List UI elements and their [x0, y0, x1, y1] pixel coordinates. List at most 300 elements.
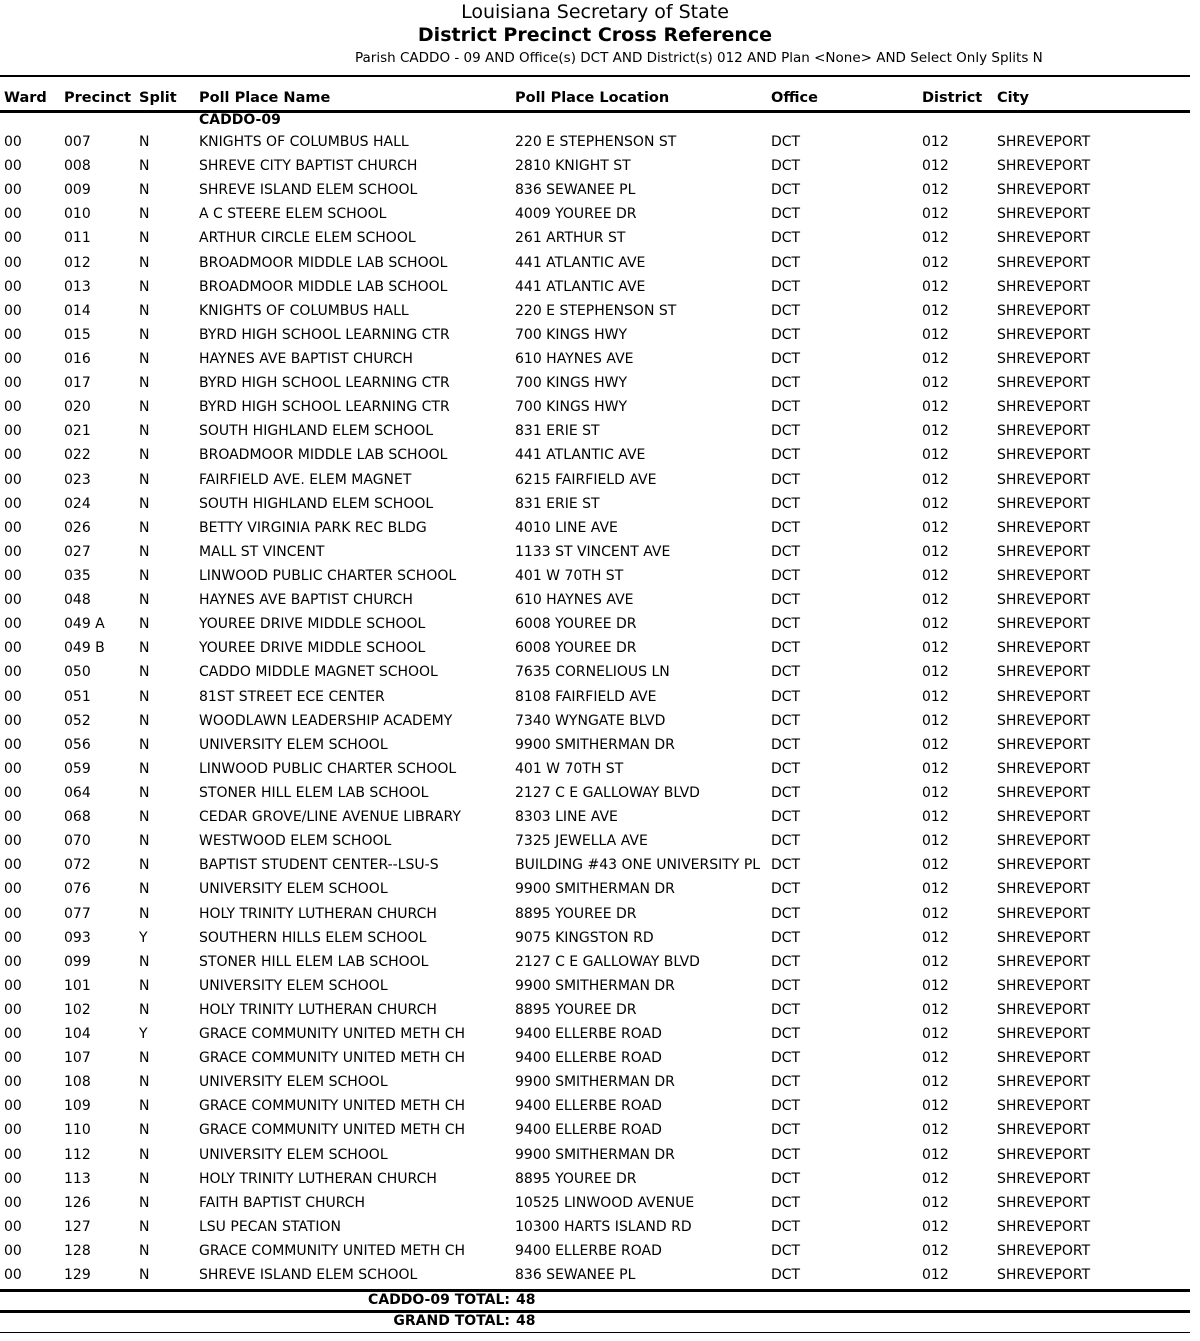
- cell-poll-place-name: HOLY TRINITY LUTHERAN CHURCH: [199, 905, 437, 922]
- cell-precinct: 048: [64, 592, 91, 609]
- report-title: District Precinct Cross Reference: [417, 24, 773, 46]
- cell-precinct: 027: [64, 543, 91, 560]
- cell-split: N: [139, 495, 150, 512]
- table-row: [0, 204, 1190, 228]
- table-row: [0, 855, 1190, 879]
- cell-office: DCT: [771, 1098, 801, 1115]
- cell-poll-place-location: 4010 LINE AVE: [515, 519, 618, 536]
- cell-ward: 00: [4, 1170, 22, 1187]
- cell-poll-place-name: STONER HILL ELEM LAB SCHOOL: [199, 784, 429, 801]
- cell-precinct: 049 B: [64, 640, 105, 657]
- cell-ward: 00: [4, 1122, 22, 1139]
- cell-split: N: [139, 471, 150, 488]
- cell-city: SHREVEPORT: [997, 254, 1091, 271]
- cell-precinct: 072: [64, 857, 91, 874]
- report-criteria: Parish CADDO - 09 AND Office(s) DCT AND District(s) 012 AND Plan <None> AND Select Only Splits N: [355, 50, 1043, 66]
- cell-city: SHREVEPORT: [997, 495, 1091, 512]
- cell-poll-place-name: A C STEERE ELEM SCHOOL: [199, 206, 387, 223]
- cell-precinct: 112: [64, 1146, 91, 1163]
- cell-precinct: 014: [64, 302, 91, 319]
- cell-poll-place-location: 9075 KINGSTON RD: [515, 929, 654, 946]
- cell-city: SHREVEPORT: [997, 929, 1091, 946]
- cell-district: 012: [922, 375, 949, 392]
- cell-ward: 00: [4, 953, 22, 970]
- cell-district: 012: [922, 543, 949, 560]
- cell-office: DCT: [771, 1122, 801, 1139]
- cell-poll-place-name: LINWOOD PUBLIC CHARTER SCHOOL: [199, 567, 457, 584]
- cell-office: DCT: [771, 495, 801, 512]
- cell-split: N: [139, 1146, 150, 1163]
- cell-office: DCT: [771, 736, 801, 753]
- cell-precinct: 107: [64, 1050, 91, 1067]
- cell-poll-place-location: 2127 C E GALLOWAY BLVD: [515, 784, 700, 801]
- table-row: [0, 1169, 1190, 1193]
- cell-ward: 00: [4, 809, 22, 826]
- cell-poll-place-location: 700 KINGS HWY: [515, 326, 628, 343]
- cell-split: N: [139, 592, 150, 609]
- cell-district: 012: [922, 1243, 949, 1260]
- cell-precinct: 127: [64, 1218, 91, 1235]
- table-row: [0, 373, 1190, 397]
- cell-ward: 00: [4, 158, 22, 175]
- cell-ward: 00: [4, 302, 22, 319]
- cell-poll-place-location: 8108 FAIRFIELD AVE: [515, 688, 657, 705]
- cell-city: SHREVEPORT: [997, 1194, 1091, 1211]
- cell-poll-place-location: 836 SEWANEE PL: [515, 1267, 636, 1284]
- cell-city: SHREVEPORT: [997, 857, 1091, 874]
- cell-office: DCT: [771, 833, 801, 850]
- cell-district: 012: [922, 134, 949, 150]
- cell-split: N: [139, 1218, 150, 1235]
- table-row: [0, 397, 1190, 421]
- cell-city: SHREVEPORT: [997, 399, 1091, 416]
- cell-ward: 00: [4, 134, 22, 150]
- cell-office: DCT: [771, 423, 801, 440]
- cell-city: SHREVEPORT: [997, 230, 1091, 247]
- cell-ward: 00: [4, 1001, 22, 1018]
- cell-office: DCT: [771, 1050, 801, 1067]
- cell-split: N: [139, 254, 150, 271]
- cell-precinct: 010: [64, 206, 91, 223]
- cell-poll-place-name: WOODLAWN LEADERSHIP ACADEMY: [199, 712, 453, 729]
- cell-ward: 00: [4, 399, 22, 416]
- cell-precinct: 023: [64, 471, 91, 488]
- table-row: [0, 783, 1190, 807]
- cell-split: N: [139, 1122, 150, 1139]
- table-row: [0, 1265, 1190, 1289]
- cell-city: SHREVEPORT: [997, 1098, 1091, 1115]
- cell-poll-place-name: UNIVERSITY ELEM SCHOOL: [199, 881, 388, 898]
- table-row: [0, 638, 1190, 662]
- table-row: [0, 180, 1190, 204]
- cell-city: SHREVEPORT: [997, 278, 1091, 295]
- cell-poll-place-location: 2810 KNIGHT ST: [515, 158, 631, 175]
- cell-split: N: [139, 158, 150, 175]
- cell-office: DCT: [771, 1001, 801, 1018]
- table-row: [0, 976, 1190, 1000]
- cell-ward: 00: [4, 1267, 22, 1284]
- cell-ward: 00: [4, 1218, 22, 1235]
- cell-poll-place-name: YOUREE DRIVE MIDDLE SCHOOL: [199, 640, 426, 657]
- cell-precinct: 099: [64, 953, 91, 970]
- cell-office: DCT: [771, 784, 801, 801]
- cell-ward: 00: [4, 905, 22, 922]
- cell-ward: 00: [4, 977, 22, 994]
- table-row: [0, 518, 1190, 542]
- cell-poll-place-location: 1133 ST VINCENT AVE: [515, 543, 671, 560]
- cell-city: SHREVEPORT: [997, 833, 1091, 850]
- cell-poll-place-name: SOUTH HIGHLAND ELEM SCHOOL: [199, 423, 434, 440]
- cell-district: 012: [922, 1267, 949, 1284]
- cell-poll-place-location: 831 ERIE ST: [515, 495, 600, 512]
- cell-office: DCT: [771, 977, 801, 994]
- cell-poll-place-location: 831 ERIE ST: [515, 423, 600, 440]
- table-row: [0, 421, 1190, 445]
- cell-district: 012: [922, 1122, 949, 1139]
- cell-poll-place-name: HAYNES AVE BAPTIST CHURCH: [199, 592, 413, 609]
- cell-split: N: [139, 206, 150, 223]
- cell-poll-place-name: BAPTIST STUDENT CENTER--LSU-S: [199, 857, 439, 874]
- cell-city: SHREVEPORT: [997, 977, 1091, 994]
- cell-poll-place-name: STONER HILL ELEM LAB SCHOOL: [199, 953, 429, 970]
- cell-poll-place-name: GRACE COMMUNITY UNITED METH CH: [199, 1243, 465, 1260]
- cell-city: SHREVEPORT: [997, 1267, 1091, 1284]
- cell-poll-place-location: 7340 WYNGATE BLVD: [515, 712, 666, 729]
- cell-city: SHREVEPORT: [997, 134, 1091, 150]
- cell-ward: 00: [4, 1026, 22, 1043]
- cell-poll-place-location: 610 HAYNES AVE: [515, 350, 634, 367]
- cell-poll-place-location: 9400 ELLERBE ROAD: [515, 1122, 662, 1139]
- cell-city: SHREVEPORT: [997, 447, 1091, 464]
- cell-poll-place-name: KNIGHTS OF COLUMBUS HALL: [199, 134, 409, 150]
- cell-split: N: [139, 953, 150, 970]
- cell-office: DCT: [771, 375, 801, 392]
- cell-poll-place-name: UNIVERSITY ELEM SCHOOL: [199, 977, 388, 994]
- cell-ward: 00: [4, 929, 22, 946]
- cell-poll-place-location: 4009 YOUREE DR: [515, 206, 637, 223]
- cell-ward: 00: [4, 712, 22, 729]
- table-row: [0, 1072, 1190, 1096]
- cell-precinct: 068: [64, 809, 91, 826]
- cell-ward: 00: [4, 881, 22, 898]
- cell-district: 012: [922, 712, 949, 729]
- cell-split: N: [139, 688, 150, 705]
- cell-poll-place-name: UNIVERSITY ELEM SCHOOL: [199, 1146, 388, 1163]
- cell-split: Y: [139, 929, 148, 946]
- cell-poll-place-name: SHREVE ISLAND ELEM SCHOOL: [199, 1267, 418, 1284]
- table-row: [0, 1048, 1190, 1072]
- cell-district: 012: [922, 688, 949, 705]
- cell-precinct: 052: [64, 712, 91, 729]
- table-row: [0, 1193, 1190, 1217]
- table-row: [0, 687, 1190, 711]
- table-row: [0, 301, 1190, 325]
- cell-district: 012: [922, 399, 949, 416]
- cell-ward: 00: [4, 1050, 22, 1067]
- cell-split: N: [139, 809, 150, 826]
- cell-split: Y: [139, 1026, 148, 1043]
- cell-city: SHREVEPORT: [997, 905, 1091, 922]
- cell-city: SHREVEPORT: [997, 784, 1091, 801]
- cell-split: N: [139, 182, 150, 199]
- table-row: [0, 759, 1190, 783]
- cell-office: DCT: [771, 447, 801, 464]
- table-row: [0, 253, 1190, 277]
- cell-precinct: 035: [64, 567, 91, 584]
- cell-precinct: 051: [64, 688, 91, 705]
- cell-split: N: [139, 784, 150, 801]
- cell-poll-place-name: SHREVE ISLAND ELEM SCHOOL: [199, 182, 418, 199]
- cell-split: N: [139, 1170, 150, 1187]
- cell-split: N: [139, 664, 150, 681]
- cell-district: 012: [922, 182, 949, 199]
- cell-office: DCT: [771, 134, 801, 150]
- cell-district: 012: [922, 254, 949, 271]
- cell-precinct: 011: [64, 230, 91, 247]
- cell-poll-place-name: GRACE COMMUNITY UNITED METH CH: [199, 1122, 465, 1139]
- cell-precinct: 128: [64, 1243, 91, 1260]
- cell-district: 012: [922, 977, 949, 994]
- cell-split: N: [139, 447, 150, 464]
- table-row: [0, 542, 1190, 566]
- cell-ward: 00: [4, 471, 22, 488]
- cell-office: DCT: [771, 712, 801, 729]
- col-poll-place-name: Poll Place Name: [199, 90, 331, 106]
- cell-district: 012: [922, 760, 949, 777]
- cell-poll-place-location: 6008 YOUREE DR: [515, 616, 637, 633]
- cell-poll-place-location: 836 SEWANEE PL: [515, 182, 636, 199]
- cell-ward: 00: [4, 326, 22, 343]
- cell-district: 012: [922, 1146, 949, 1163]
- cell-split: N: [139, 230, 150, 247]
- cell-ward: 00: [4, 1074, 22, 1091]
- cell-poll-place-name: CEDAR GROVE/LINE AVENUE LIBRARY: [199, 809, 461, 826]
- cell-split: N: [139, 833, 150, 850]
- cell-ward: 00: [4, 543, 22, 560]
- cell-district: 012: [922, 423, 949, 440]
- col-split: Split: [139, 90, 177, 106]
- cell-office: DCT: [771, 543, 801, 560]
- cell-district: 012: [922, 1026, 949, 1043]
- cell-office: DCT: [771, 1170, 801, 1187]
- cell-precinct: 020: [64, 399, 91, 416]
- cell-ward: 00: [4, 423, 22, 440]
- cell-poll-place-location: 700 KINGS HWY: [515, 399, 628, 416]
- cell-poll-place-name: MALL ST VINCENT: [199, 543, 325, 560]
- cell-city: SHREVEPORT: [997, 760, 1091, 777]
- cell-office: DCT: [771, 616, 801, 633]
- cell-city: SHREVEPORT: [997, 1001, 1091, 1018]
- cell-district: 012: [922, 616, 949, 633]
- cell-city: SHREVEPORT: [997, 1243, 1091, 1260]
- cell-ward: 00: [4, 206, 22, 223]
- cell-city: SHREVEPORT: [997, 471, 1091, 488]
- table-row: [0, 614, 1190, 638]
- cell-poll-place-name: BETTY VIRGINIA PARK REC BLDG: [199, 519, 427, 536]
- cell-poll-place-name: YOUREE DRIVE MIDDLE SCHOOL: [199, 616, 426, 633]
- cell-split: N: [139, 760, 150, 777]
- cell-ward: 00: [4, 736, 22, 753]
- col-precinct: Precinct: [64, 90, 132, 106]
- cell-office: DCT: [771, 1267, 801, 1284]
- cell-city: SHREVEPORT: [997, 519, 1091, 536]
- cell-ward: 00: [4, 1243, 22, 1260]
- cell-precinct: 015: [64, 326, 91, 343]
- cell-poll-place-location: 6008 YOUREE DR: [515, 640, 637, 657]
- col-ward: Ward: [4, 90, 47, 106]
- cell-poll-place-location: 9400 ELLERBE ROAD: [515, 1098, 662, 1115]
- cell-city: SHREVEPORT: [997, 640, 1091, 657]
- cell-poll-place-name: LINWOOD PUBLIC CHARTER SCHOOL: [199, 760, 457, 777]
- cell-office: DCT: [771, 206, 801, 223]
- cell-district: 012: [922, 1218, 949, 1235]
- bottom-rule: [0, 1332, 1190, 1333]
- cell-split: N: [139, 1050, 150, 1067]
- cell-district: 012: [922, 447, 949, 464]
- cell-poll-place-location: 9900 SMITHERMAN DR: [515, 881, 675, 898]
- cell-city: SHREVEPORT: [997, 712, 1091, 729]
- cell-split: N: [139, 1267, 150, 1284]
- cell-district: 012: [922, 350, 949, 367]
- cell-city: SHREVEPORT: [997, 688, 1091, 705]
- cell-poll-place-name: BROADMOOR MIDDLE LAB SCHOOL: [199, 254, 448, 271]
- cell-poll-place-name: UNIVERSITY ELEM SCHOOL: [199, 1074, 388, 1091]
- cell-office: DCT: [771, 1194, 801, 1211]
- cell-office: DCT: [771, 664, 801, 681]
- cell-precinct: 129: [64, 1267, 91, 1284]
- cell-poll-place-location: 9900 SMITHERMAN DR: [515, 1146, 675, 1163]
- cell-district: 012: [922, 495, 949, 512]
- cell-poll-place-location: 9900 SMITHERMAN DR: [515, 977, 675, 994]
- cell-district: 012: [922, 1050, 949, 1067]
- cell-precinct: 008: [64, 158, 91, 175]
- cell-split: N: [139, 567, 150, 584]
- cell-poll-place-name: BYRD HIGH SCHOOL LEARNING CTR: [199, 399, 450, 416]
- cell-office: DCT: [771, 905, 801, 922]
- cell-poll-place-name: BYRD HIGH SCHOOL LEARNING CTR: [199, 375, 450, 392]
- cell-poll-place-location: BUILDING #43 ONE UNIVERSITY PL: [515, 857, 761, 874]
- cell-poll-place-location: 10525 LINWOOD AVENUE: [515, 1194, 695, 1211]
- table-row: [0, 349, 1190, 373]
- table-row: [0, 1145, 1190, 1169]
- cell-office: DCT: [771, 1026, 801, 1043]
- cell-city: SHREVEPORT: [997, 592, 1091, 609]
- cell-poll-place-location: 441 ATLANTIC AVE: [515, 447, 646, 464]
- cell-office: DCT: [771, 1074, 801, 1091]
- cell-precinct: 102: [64, 1001, 91, 1018]
- cell-split: N: [139, 905, 150, 922]
- cell-poll-place-name: BROADMOOR MIDDLE LAB SCHOOL: [199, 447, 448, 464]
- cell-district: 012: [922, 736, 949, 753]
- cell-ward: 00: [4, 375, 22, 392]
- cell-poll-place-location: 9400 ELLERBE ROAD: [515, 1243, 662, 1260]
- cell-poll-place-location: 9900 SMITHERMAN DR: [515, 1074, 675, 1091]
- cell-poll-place-location: 7635 CORNELIOUS LN: [515, 664, 670, 681]
- cell-ward: 00: [4, 447, 22, 464]
- cell-split: N: [139, 857, 150, 874]
- cell-city: SHREVEPORT: [997, 206, 1091, 223]
- cell-precinct: 076: [64, 881, 91, 898]
- cell-split: N: [139, 326, 150, 343]
- cell-split: N: [139, 350, 150, 367]
- cell-poll-place-location: 7325 JEWELLA AVE: [515, 833, 648, 850]
- cell-office: DCT: [771, 278, 801, 295]
- cell-city: SHREVEPORT: [997, 423, 1091, 440]
- cell-precinct: 109: [64, 1098, 91, 1115]
- cell-ward: 00: [4, 1098, 22, 1115]
- cell-office: DCT: [771, 350, 801, 367]
- cell-ward: 00: [4, 857, 22, 874]
- cell-poll-place-location: 220 E STEPHENSON ST: [515, 302, 677, 319]
- table-row: [0, 445, 1190, 469]
- cell-district: 012: [922, 471, 949, 488]
- cell-poll-place-name: 81ST STREET ECE CENTER: [199, 688, 385, 705]
- table-row: [0, 1217, 1190, 1241]
- cell-city: SHREVEPORT: [997, 1170, 1091, 1187]
- cell-poll-place-location: 441 ATLANTIC AVE: [515, 254, 646, 271]
- cell-precinct: 093: [64, 929, 91, 946]
- cell-office: DCT: [771, 519, 801, 536]
- cell-poll-place-name: HOLY TRINITY LUTHERAN CHURCH: [199, 1001, 437, 1018]
- cell-office: DCT: [771, 567, 801, 584]
- cell-poll-place-location: 9400 ELLERBE ROAD: [515, 1050, 662, 1067]
- cell-poll-place-name: FAIRFIELD AVE. ELEM MAGNET: [199, 471, 412, 488]
- cell-split: N: [139, 375, 150, 392]
- cell-ward: 00: [4, 592, 22, 609]
- cell-poll-place-name: GRACE COMMUNITY UNITED METH CH: [199, 1026, 465, 1043]
- cell-precinct: 009: [64, 182, 91, 199]
- cell-poll-place-location: 2127 C E GALLOWAY BLVD: [515, 953, 700, 970]
- cell-poll-place-location: 441 ATLANTIC AVE: [515, 278, 646, 295]
- cell-city: SHREVEPORT: [997, 881, 1091, 898]
- table-row: [0, 156, 1190, 180]
- cell-split: N: [139, 1098, 150, 1115]
- cell-precinct: 113: [64, 1170, 91, 1187]
- cell-ward: 00: [4, 254, 22, 271]
- cell-split: N: [139, 616, 150, 633]
- cell-poll-place-location: 220 E STEPHENSON ST: [515, 134, 677, 150]
- cell-office: DCT: [771, 881, 801, 898]
- cell-ward: 00: [4, 278, 22, 295]
- cell-precinct: 110: [64, 1122, 91, 1139]
- cell-ward: 00: [4, 567, 22, 584]
- cell-poll-place-name: SOUTHERN HILLS ELEM SCHOOL: [199, 929, 427, 946]
- cell-ward: 00: [4, 616, 22, 633]
- cell-office: DCT: [771, 158, 801, 175]
- group-total-value: 48: [516, 1292, 536, 1308]
- cell-poll-place-name: CADDO MIDDLE MAGNET SCHOOL: [199, 664, 438, 681]
- table-row: [0, 494, 1190, 518]
- cell-city: SHREVEPORT: [997, 616, 1091, 633]
- group-label: CADDO-09: [199, 112, 281, 128]
- cell-office: DCT: [771, 857, 801, 874]
- cell-ward: 00: [4, 640, 22, 657]
- cell-city: SHREVEPORT: [997, 664, 1091, 681]
- cell-precinct: 059: [64, 760, 91, 777]
- table-row: [0, 470, 1190, 494]
- cell-precinct: 012: [64, 254, 91, 271]
- cell-district: 012: [922, 953, 949, 970]
- cell-split: N: [139, 278, 150, 295]
- cell-ward: 00: [4, 1146, 22, 1163]
- cell-poll-place-location: 9900 SMITHERMAN DR: [515, 736, 675, 753]
- table-row: [0, 928, 1190, 952]
- col-city: City: [997, 90, 1029, 106]
- cell-city: SHREVEPORT: [997, 953, 1091, 970]
- cell-city: SHREVEPORT: [997, 1146, 1091, 1163]
- cell-split: N: [139, 881, 150, 898]
- cell-poll-place-name: WESTWOOD ELEM SCHOOL: [199, 833, 392, 850]
